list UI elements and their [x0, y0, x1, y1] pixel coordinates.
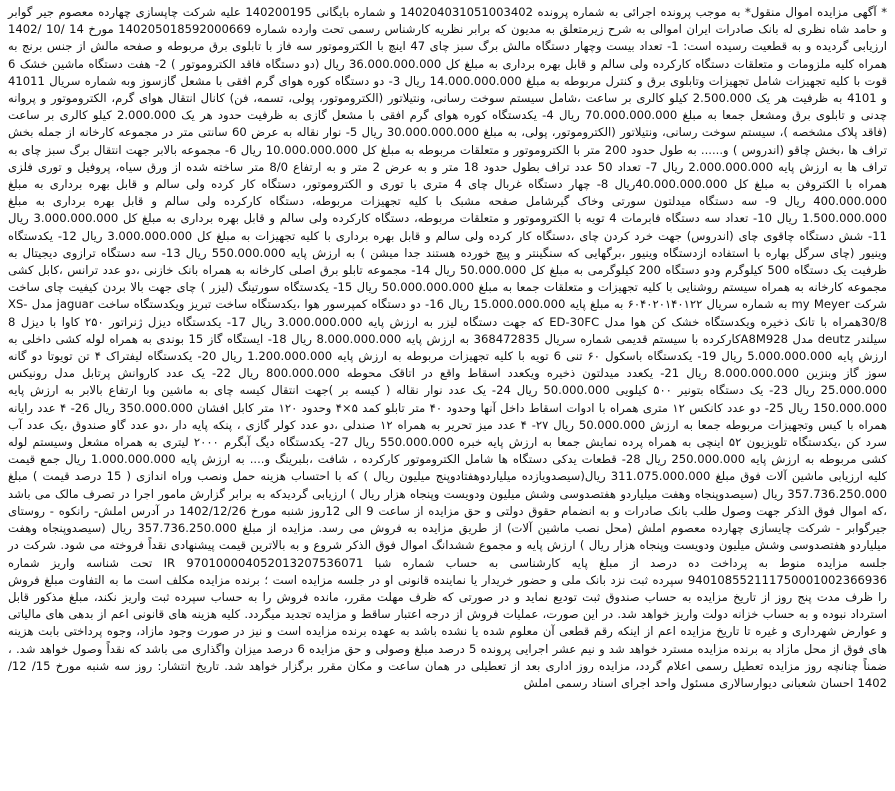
auction-notice-text: * آگهی مزایده اموال منقول* به موجب پرونده اجرائی به شماره پرونده 140204031051003402 و شماره بایگانی 140200195 علیه شرکت چاپسازی چهارده معصوم جیر گوابر و حامد شاه نظری له بانک صادرات ایران اموالی به شرح زیرمتعلق به مدیون که برابر نظریه کارشناس رسمی تحت وارده شماره 140205018592000669 مورخ 14 /10 /1402 ارزیابی گردیده و به قطعیت رسیده است: 1- تعداد بیست وچهار دستگاه مالش برگ سبز چای 47 اینچ با الکتروموتور سه فاز با تابلوی برق مربوطه و صفحه مالش از جنس برنج به همراه کلیه ملزومات و متعلقات دستگاه کارکرده ولی سالم و قابل بهره برداری به مبلغ کل 36.000.000.000 ریال (دو دستگاه فاقد الکتروموتور ) 2- هفت دستگاه ماشین خشک 6 قوت با کلیه تجهیزات شامل تجهیزات وتابلوی برق و کنترل مربوطه به مبلغ 14.000.000.000 ریال 3- دو دستگاه کوره هوای گرم افقی با مشعل گازسوز وبه شماره سریال 41011 و 4101 به ظرفیت هر یک 2.500.000 کیلو کالری بر ساعت ،شامل سیستم سوخت رسانی، ونتیلاتور (الکتروموتور، پولی، تسمه، فن) کانال انتقال هوای گرم، الکتروموتور و پروانه چدنی و تابلوی برق ومشعل جمعا به مبلغ 70.000.000.000 ریال 4- یکدستگاه کوره هوای گرم افقی با مشعل گازی به ظرفیت حدود هر یک 2.000.000 کیلو کالری بر ساعت (فاقد پلاک مشخصه )، سیستم سوخت رسانی، ونتیلاتور (الکتروموتور، پولی، به مبلغ 30.000.000.000 ریال 5- نوار نقاله به عرض 60 سانتی متر در مجموعه کارخانه از جمله بخش تراف ها ،بخش چاقو (اندروس ) و...... به طول حدود 200 متر با الکتروموتور و متعلقات مربوطه به مبلغ کل 10.000.000.000 ریال 6- مجموعه بالابر جهت انتقال برگ سبز چای به تراف ها به ارزش پایه 2.000.000.000 ریال 7- تعداد 50 عدد تراف بطول حدود 18 متر و به عرض 2 متر و به ارتفاع 8/0 متر ساخته شده از ورق سیاه، پروفیل و توری فلزی همراه با الکتروفن به مبلغ کل 40.000.000.000ریال 8- چهار دستگاه غربال چای 4 متری با توری و الکتروموتور، دستگاه کار کرده ولی سالم و قابل بهره برداری به مبلغ 400.000.000 ریال 9- سه دستگاه میدلتون سورتی وخاک گیرشامل صفحه مشبک با کلیه تجهیزات مربوطه، دستگاه کارکرده ولی سالم و قابل بهره برداری به مبلغ 1.500.000.000 ریال 10- تعداد سه دستگاه فابرمات 4 تویه با الکتروموتور و متعلقات مربوطه، دستگاه کارکرده ولی سالم و قابل بهره برداری به مبلغ کل 3.000.000.000 ریال 11- شش دستگاه چاقوی چای (اندروس) جهت خرد کردن چای ،دستگاه کار کرده ولی سالم و قابل بهره برداری با کلیه تجهیزات به مبلغ کل 3.000.000.000 ریال 12- یکدستگاه وینیور (چای سرگل بهاره با استفاده ازدستگاه وینیور ،برگهایی که سنگینتر و پیچ خورده هستند جدا میشن ) به ارزش پایه 550.000.000 ریال 13- سه دستگاه ترازوی دیجیتال به ظرفیت یک دستگاه 500 کیلوگرم ودو دستگاه 200 کیلوگرمی به مبلغ کل 50.000.000 ریال 14- مجموعه تابلو برق اصلی کارخانه به همراه بانک خازنی ،دو عدد ترانس ،کابل کشی مجموعه کارخانه به همراه سیستم روشنایی با کلیه تجهیزات و متعلقات جمعا به مبلغ 50.000.000.000 ریال 15- یکدستگاه سورتینگ (لیزر ) چای جهت بالا بردن کیفیت چای ساخت شرکت my Meyer به شماره سریال ۶۰۴۰۲۰۱۴۰۱۲۲ به مبلغ پایه 15.000.000.000 ریال 16- دو دستگاه کمپرسور هوا ،یکدستگاه ساخت تبریز ویکدستگاه ساخت jaguar مدل XS-30/8همراه با تانک ذخیره ویکدستگاه خشک کن هوا مدل ED-30FC که جهت دستگاه لیزر به ارزش پایه 3.000.000.000 ریال 17- یکدستگاه دیزل ژنراتور ۲۵۰ کاوا با دیزل 8 سیلندر deutz مدل A8M928کارکرده با سیستم قدیمی شماره سریال 368472835 به ارزش پایه 8.000.000.000 ریال 18- ایستگاه گاز 15 بوندی به همراه لوله کشی داخلی به ارزش پایه 5.000.000.000 ریال 19- یکدستگاه باسکول ۶۰ تنی 6 تویه با کلیه تجهیزات مربوطه به ارزش پایه 1.200.000.000 ریال 20- یکدستگاه لیفتراک ۴ تن تویوتا دو گانه سوز گاز وبنزین 8.000.000.000 ریال 21- یکعدد میدلتون ذخیره ویکعدد اسقاط واقع در اتاقک محوطه 800.000.000 ریال 22- یک عدد کاروانش پرتابل مدل رونیکس 25.000.000 ریال 23- یک دستگاه بتونیر ۵۰۰ کیلویی 50.000.000 ریال 24- یک عدد نوار نقاله ( کیسه بر )جهت انتقال کیسه چای به ماشین وبا ارتفاع بالابر به ارزش پایه 150.000.000 ریال 25- دو عدد کانکس ۱۲ متری همراه با ادوات اسقاط داخل آنها وحدود ۴۰ متر تابلو کمد ۵×۴ وحدود ۱۲۰ متر کابل افشان 350.000.000 ریال 26- ۴ عدد رایانه همراه با کیس وتجهیزات مربوطه جمعا به ارزش 50.000.000 ریال ۲۷- ۴ عدد میز تحریر به همراه ۱۲ صندلی ،دو عدد کولر گازی ، پنکه پایه دار ،دو عدد گاو صندوق ،یک عدد آب سرد کن ،یکدستگاه تلویزیون ۵۲ اینچی به همراه پرده نمایش جمعا به ارزش پایه خبره 550.000.000 ریال 27- یکدستگاه دیگ آبگرم ۲۰۰۰ لیتری به همراه مشعل وسیستم لوله کشی مربوطه به ارزش پایه 250.000.000 ریال 28- قطعات یدکی دستگاه ها شامل الکتروموتور کارکرده ، شافت ،بلبرینگ و.... به ارزش پایه 1.000.000.000 ریال جمع قیمت کلیه ارزیابی ماشین آلات فوق مبلغ 311.075.000.000 ریال(سیصدویازده میلیاردوهفتادوپنج میلیون ریال ) که با احتساب هزینه حمل ونصب وراه اندازی ( 15 درصد قیمت ) مبلغ 357.736.250.000 ریال (سیصدوپنجاه وهفت میلیاردو هفتصدوسی وشش میلیون ودویست وپنجاه هزار ریال ) ارزیابی گردیدکه به برابر گزارش مامور اجرا در تصرف مالک می باشد ،که اموال فوق الذکر جهت وصول طلب بانک صادرات و به انضمام حقوق دولتی و حق مزایده از ساعت 9 الی 12روز شنبه مورخ 1402/12/26 در آدرس املش- رانکوه - روستای جیرگوابر - شرکت چایسازی چهارده معصوم املش (محل نصب ماشین آلات) از طریق مزایده به فروش می رسد. مزایده از مبلغ 357.736.250.000 ریال (سیصدوپنجاه وهفت میلیاردو هفتصدوسی وشش میلیون ودویست وپنجاه هزار ریال ) ارزش پایه و مجموع ششدانگ اموال فوق الذکر شروع و به بالاترین قیمت پیشنهادی نقداً فروخته می شود. شرکت در جلسه مزایده منوط به پرداخت ده درصد از مبلغ پایه کارشناسی به حساب شماره شبا IR 970100004052013207536071 تحت شناسه واریز شماره 940108552111750001002366936 سپرده ثبت نزد بانک ملی و حضور خریدار یا نماینده قانونی او در جلسه مزایده است ؛ برنده مزایده مکلف است ما به التفاوت مبلغ فروش را ظرف مدت پنج روز از تاریخ مزایده به حساب صندوق ثبت تودیع نماید و در صورتی که ظرف مهلت مقرر، مانده فروش را به حساب سپرده ثبت واریز نکند، مبلغ مذکور قابل استرداد نبوده و به حساب خزانه دولت واریز خواهد شد. در این صورت، عملیات فروش از درجه اعتبار ساقط و مزایده تجدید میگردد. کلیه هزینه های قانونی اعم از بدهی های مالیاتی و عوارض شهرداری و غیره تا تاریخ مزایده اعم از اینکه رقم قطعی آن معلوم شده یا نشده باشد به عهده برنده مزایده است و نیز در صورت وجود مازاد، وجوه پرداختی بابت هزینه های فوق از محل مازاد به برنده مزایده مسترد خواهد شد و نیم عشر اجرایی پرونده 5 درصد مبلغ وصولی و حق مزایده 6 درصد میزان واگذاری می باشد که نقداً وصول خواهد شد. ، ضمناً چنانچه روز مزایده تعطیل رسمی اعلام گردد، مزایده روز اداری بعد از تعطیلی در همان ساعت و مکان مقرر برگزار خواهد شد. تاریخ انتشار: روز سه شنبه مورخ 15/ 12/ 1402 احسان شعبانی دیوارسالاری مسئول واحد اجرای اسناد رسمی املش: [8, 5, 888, 690]
